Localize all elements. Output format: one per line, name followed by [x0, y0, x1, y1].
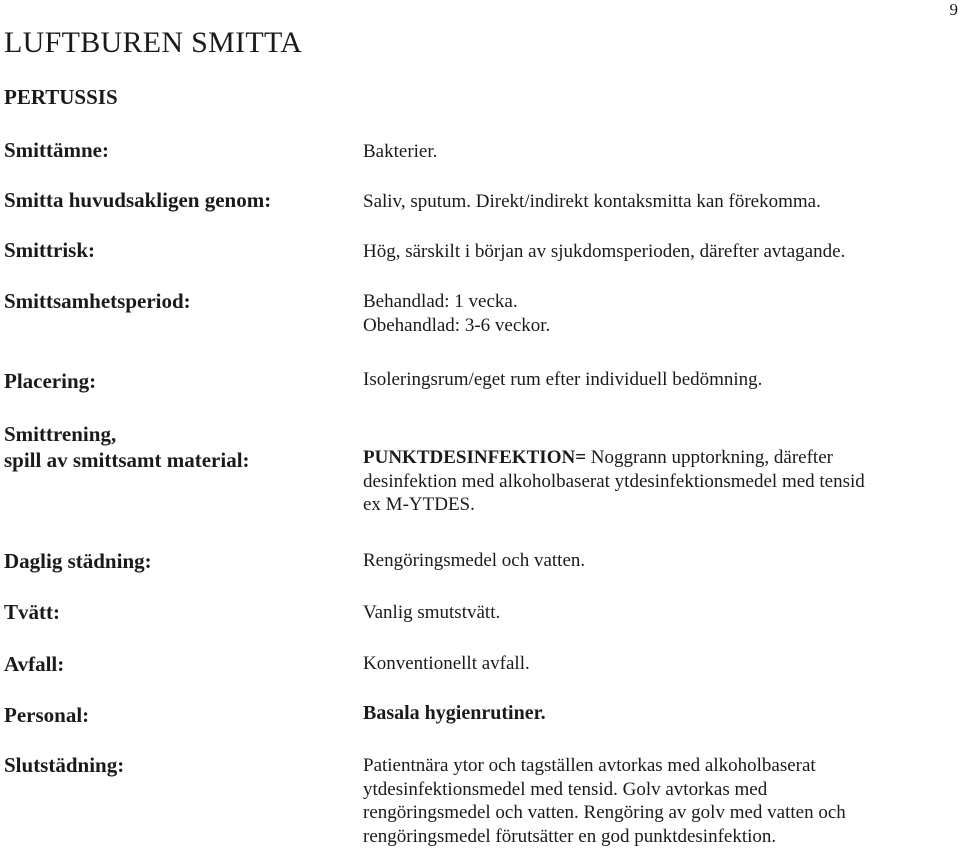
label-tvatt: Tvätt:: [4, 600, 60, 624]
value-avfall: [363, 652, 955, 676]
page-number: 9: [949, 0, 958, 19]
value-line: ytdesinfektionsmedel med tensid. Golv avtorkas med: [363, 778, 768, 800]
value-line: Patientnära ytor och tagställen avtorkas med alkoholbaserat: [363, 755, 816, 776]
label-placering: Placering:: [4, 369, 97, 393]
value-line: Hög, särskilt i början av sjukdomsperioden, därefter avtagande.: [363, 241, 846, 262]
value-placering: [363, 368, 955, 392]
value-line: Rengöringsmedel och vatten.: [363, 550, 586, 571]
value-line: Konventionellt avfall.: [363, 653, 530, 674]
value-line: Obehandlad: 3-6 veckor.: [363, 314, 551, 336]
label-smittrisk: Smittrisk:: [4, 238, 95, 262]
value-line: [363, 446, 955, 470]
label-line: Smittrening,: [4, 422, 117, 446]
value-tvatt: [363, 601, 955, 625]
label-personal: Personal:: [4, 703, 90, 727]
value-line: rengöringsmedel förutsätter en god punktdesinfektion.: [363, 825, 777, 847]
value-line: Isoleringsrum/eget rum efter individuell bedömning.: [363, 369, 763, 390]
value-line: rengöringsmedel och vatten. Rengöring av golv med vatten och: [363, 802, 846, 823]
value-smittsamhetsperiod: [363, 290, 955, 337]
value-line-text: Noggrann upptorkning, därefter: [586, 447, 833, 468]
value-line: Behandlad: 1 vecka.: [363, 291, 518, 312]
value-line: Basala hygienrutiner.: [363, 702, 546, 724]
value-line: Vanlig smutstvätt.: [363, 602, 501, 623]
punktdesinfektion-term: PUNKTDESINFEKTION=: [363, 447, 587, 468]
label-smittsamhetsperiod: Smittsamhetsperiod:: [4, 289, 191, 313]
value-daglig-stadning: [363, 549, 955, 573]
label-smittamne: Smittämne:: [4, 138, 109, 162]
label-daglig-stadning: Daglig städning:: [4, 549, 152, 573]
label-line: spill av smittsamt material:: [4, 448, 250, 472]
label-smitta-genom: Smitta huvudsakligen genom:: [4, 188, 272, 212]
label-smittrening: [4, 421, 250, 473]
label-slutstadning: Slutstädning:: [4, 753, 125, 777]
value-line: ex M-YTDES.: [363, 494, 475, 515]
value-personal: [363, 702, 955, 726]
value-line: Saliv, sputum. Direkt/indirekt kontaksmitta kan förekomma.: [363, 191, 821, 212]
label-avfall: Avfall:: [4, 652, 65, 676]
document-title: LUFTBUREN SMITTA: [4, 26, 303, 59]
value-slutstadning: [363, 754, 955, 848]
section-title: PERTUSSIS: [4, 85, 118, 109]
value-smittrisk: [363, 240, 955, 264]
value-line: Bakterier.: [363, 141, 438, 162]
value-smittamne: [363, 140, 955, 164]
value-smittrening: [363, 446, 955, 517]
value-line: desinfektion med alkoholbaserat ytdesinfektionsmedel med tensid: [363, 470, 865, 492]
value-smitta-genom: [363, 190, 955, 214]
